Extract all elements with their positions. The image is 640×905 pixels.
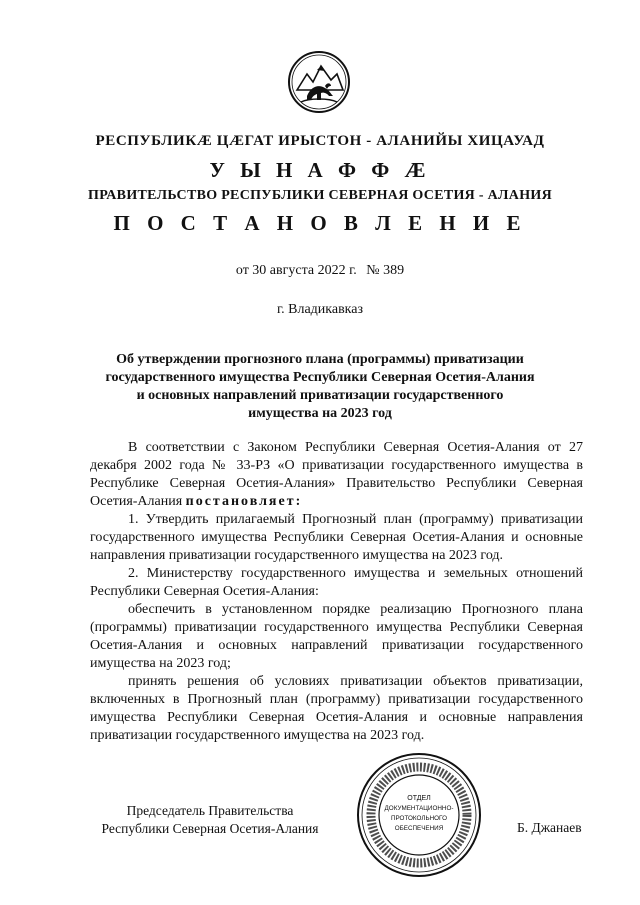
signer-position-line-2: Республики Северная Осетия-Алания <box>101 821 319 836</box>
document-city: г. Владикавказ <box>276 302 364 317</box>
header-decree-russian: П О С Т А Н О В Л Е Н И Е <box>113 211 527 235</box>
decree-word: постановляет: <box>185 494 303 509</box>
signer-position-line-1: Председатель Правительства <box>126 803 294 818</box>
document-body <box>90 439 583 745</box>
paragraph-2: 2. Министерству государственного имущества и земельных отношений Республики Северная Осетия-Алания: <box>90 566 583 599</box>
signer-position <box>95 802 325 838</box>
stamp-text-3: ПРОТОКОЛЬНОГО <box>390 815 448 822</box>
stamp-text-4: ОБЕСПЕЧЕНИЯ <box>394 825 444 832</box>
paragraph-4: принять решения об условиях приватизации объектов приватизации, включенных в Прогнозный план (программу) приватизации государственного имущества Республики Северная Осетия-Алания и основные направления приватизации государственного имущества на 2023 год. <box>90 674 583 743</box>
stamp-text-2: ДОКУМЕНТАЦИОННО- <box>384 805 454 812</box>
document-title: Об утверждении прогнозного плана (программы) приватизации государственного имущества Республики Северная Осетия-Алания и основных направлений приватизации государственного имущества на 2023 год <box>105 352 535 421</box>
document-number: № 389 <box>366 263 405 278</box>
stamp-text-1: ОТДЕЛ <box>407 795 431 802</box>
header-decree-ossetian: У Ы Н А Ф Ф Ӕ <box>209 158 431 182</box>
coat-of-arms-icon <box>287 50 351 114</box>
header-government-russian: ПРАВИТЕЛЬСТВО РЕСПУБЛИКИ СЕВЕРНАЯ ОСЕТИЯ - АЛАНИЯ <box>88 188 552 203</box>
document-date: от 30 августа 2022 г. <box>235 263 357 278</box>
intro-text: В соответствии с Законом Республики Северная Осетия-Алания от 27 декабря 2002 года № 33-РЗ «О приватизации государственного имущества в Республике Северная Осетия-Алания» Правительство Республики Северная Осетия-Алания <box>90 440 583 509</box>
signer-name: Б. Джанаев <box>517 820 582 835</box>
header-republic-ossetian: РЕСПУБЛИКӔ ЦӔГАТ ИРЫСТОН - АЛАНИЙЫ ХИЦАУАД <box>95 133 545 149</box>
paragraph-1: 1. Утвердить прилагаемый Прогнозный план (программу) приватизации государственного имущества Республики Северная Осетия-Алания и основные направления приватизации государственного имущества на 2023 год. <box>90 512 583 563</box>
paragraph-3: обеспечить в установленном порядке реализацию Прогнозного плана (программы) приватизации государственного имущества Республики Северная Осетия-Алания и основных направлений приватизации государственного имущества на 2023 год; <box>90 602 583 671</box>
official-seal-stamp <box>356 752 482 878</box>
date-line <box>0 263 640 279</box>
intro-paragraph <box>90 439 583 511</box>
